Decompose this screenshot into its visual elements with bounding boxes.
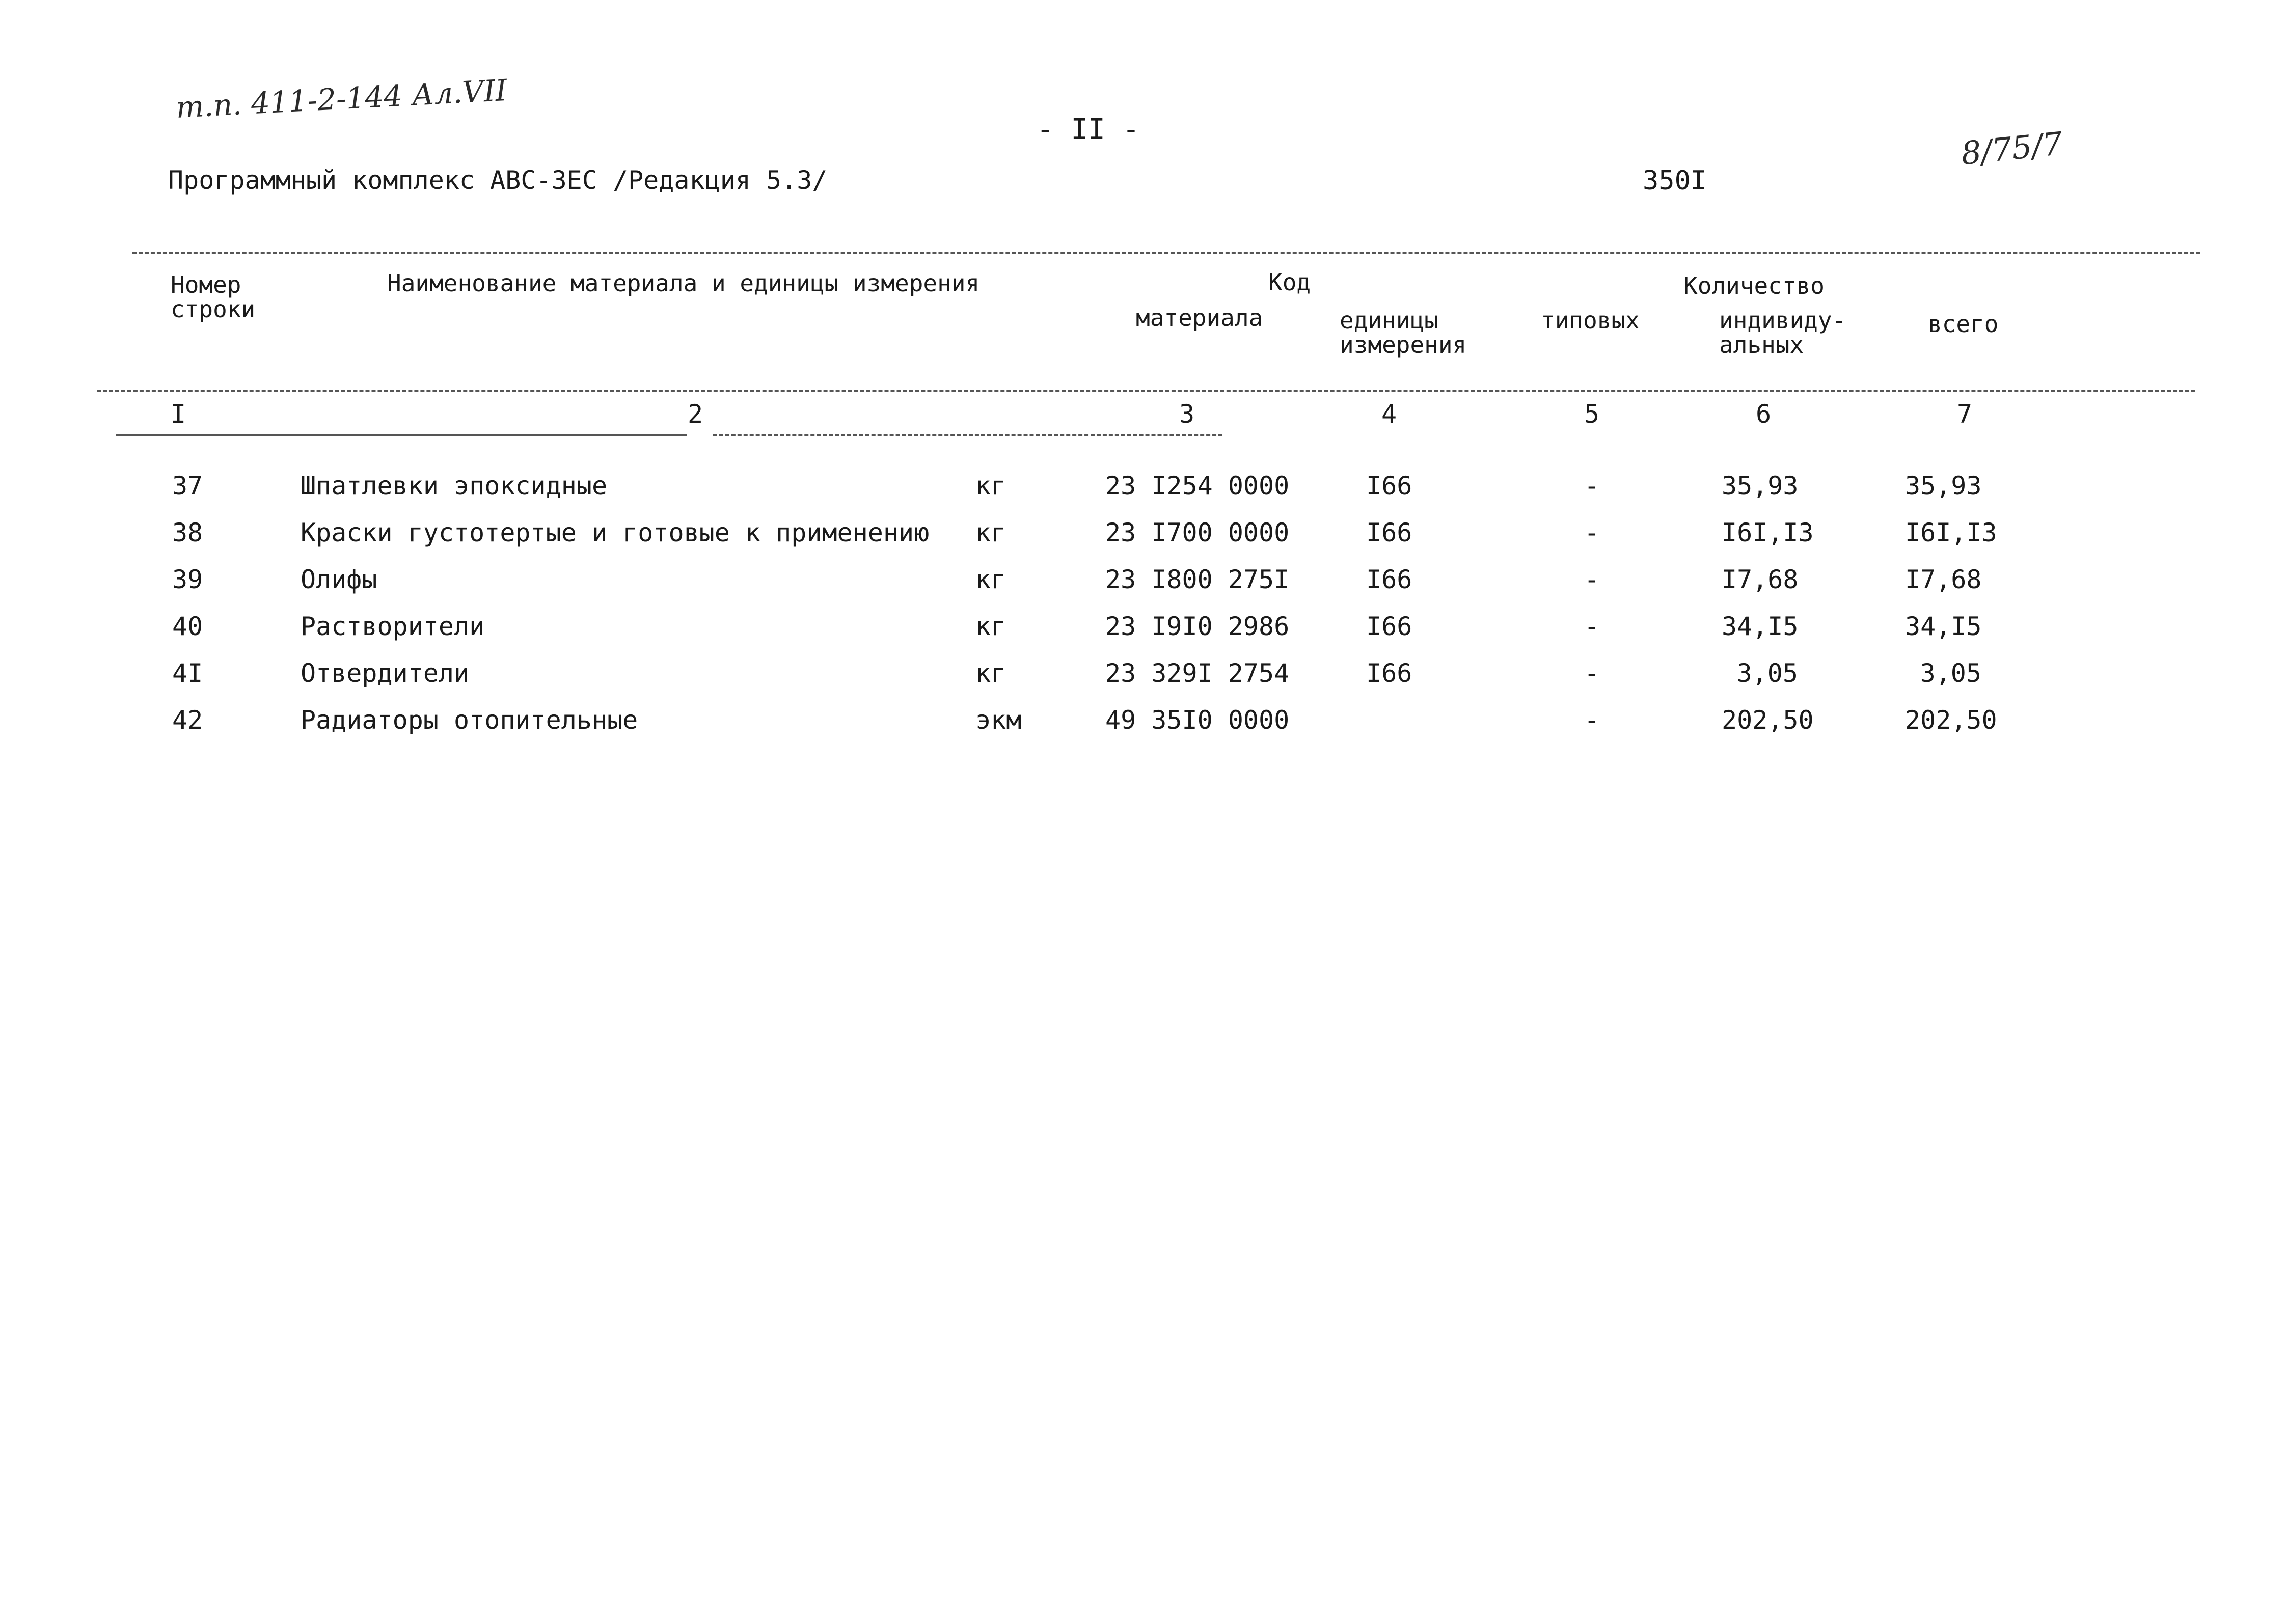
- header-typical: типовых: [1541, 307, 1640, 334]
- column-numbers-underline: [116, 434, 687, 436]
- row-number: 38: [172, 518, 203, 547]
- header-code-material: материала: [1136, 304, 1263, 332]
- header-quantity: Количество: [1683, 272, 1825, 299]
- row-number: 4I: [172, 658, 203, 688]
- header-total: всего: [1928, 310, 1999, 338]
- header-individual: индивиду- альных: [1719, 307, 1846, 359]
- total-quantity: 34,I5: [1905, 612, 1982, 641]
- table-row: 40 Растворители кг 23 I9I0 2986 I66 - 34,I5 34,I5: [172, 612, 1982, 641]
- column-number-1: I: [171, 399, 186, 429]
- material-name: Олифы: [301, 565, 377, 594]
- column-number-4: 4: [1381, 399, 1397, 429]
- material-code: 23 I800 275I: [1105, 565, 1290, 594]
- unit: кг: [975, 471, 1006, 501]
- individual-quantity: I6I,I3: [1722, 518, 1814, 547]
- unit-code: I66: [1366, 518, 1412, 547]
- table-row: 38 Краски густотертые и готовые к применению кг 23 I700 0000 I66 - I6I,I3 I6I,I3: [172, 518, 1997, 547]
- column-numbers-underline-dashed: [713, 434, 1222, 436]
- material-code: 23 I700 0000: [1105, 518, 1290, 547]
- table-row: 4I Отвердители кг 23 329I 2754 I66 - 3,05 3,05: [172, 658, 1981, 688]
- column-number-3: 3: [1179, 399, 1195, 429]
- unit-code: I66: [1366, 612, 1412, 641]
- unit-code: I66: [1366, 658, 1412, 688]
- sheet-number-handwritten: 8/75/7: [1959, 124, 2064, 173]
- program-title: Программный комплекс АВС-3ЕС /Редакция 5.3/: [168, 166, 828, 195]
- unit: кг: [975, 658, 1006, 688]
- material-code: 23 I9I0 2986: [1105, 612, 1290, 641]
- document-stamp-handwritten: т.п. 411-2-144 Ал.VII: [175, 73, 508, 125]
- unit-code: I66: [1366, 471, 1412, 501]
- material-name: Растворители: [301, 612, 485, 641]
- individual-quantity: 202,50: [1722, 705, 1814, 735]
- column-number-5: 5: [1584, 399, 1600, 429]
- material-code: 49 35I0 0000: [1105, 705, 1290, 735]
- table-row: 39 Олифы кг 23 I800 275I I66 - I7,68 I7,68: [172, 565, 1982, 594]
- material-name: Шпатлевки эпоксидные: [301, 471, 608, 501]
- unit: кг: [975, 565, 1006, 594]
- column-number-2: 2: [688, 399, 703, 429]
- total-quantity: I7,68: [1905, 565, 1982, 594]
- material-name: Радиаторы отопительные: [301, 705, 638, 735]
- header-row-number: Номер строки: [171, 271, 256, 323]
- material-code: 23 329I 2754: [1105, 658, 1290, 688]
- individual-quantity: 35,93: [1722, 471, 1799, 501]
- header-material-name: Наименование материала и единицы измерения: [387, 269, 980, 297]
- individual-quantity: 34,I5: [1722, 612, 1799, 641]
- row-number: 39: [172, 565, 203, 594]
- row-number: 42: [172, 705, 203, 735]
- document-code: 350I: [1643, 166, 1707, 196]
- row-number: 37: [172, 471, 203, 501]
- table-row: 37 Шпатлевки эпоксидные кг 23 I254 0000 I66 - 35,93 35,93: [172, 471, 1982, 501]
- table-row: 42 Радиаторы отопительные экм 49 35I0 0000 - 202,50 202,50: [172, 705, 1997, 735]
- material-name: Отвердители: [301, 658, 470, 688]
- individual-quantity: 3,05: [1736, 658, 1798, 688]
- header-top-rule: [132, 252, 2200, 254]
- header-code-unit: единицы измерения: [1340, 307, 1467, 359]
- page-number: - II -: [1037, 113, 1140, 146]
- header-bottom-rule: [97, 390, 2195, 392]
- unit: кг: [975, 612, 1006, 641]
- material-code: 23 I254 0000: [1105, 471, 1290, 501]
- header-code: Код: [1268, 268, 1311, 296]
- individual-quantity: I7,68: [1722, 565, 1799, 594]
- unit: экм: [975, 705, 1022, 735]
- total-quantity: 3,05: [1920, 658, 1981, 688]
- column-number-7: 7: [1957, 399, 1973, 429]
- row-number: 40: [172, 612, 203, 641]
- total-quantity: 202,50: [1905, 705, 1997, 735]
- column-number-6: 6: [1756, 399, 1772, 429]
- unit-code: I66: [1366, 565, 1412, 594]
- total-quantity: 35,93: [1905, 471, 1982, 501]
- material-name: Краски густотертые и готовые к применению: [301, 518, 930, 547]
- total-quantity: I6I,I3: [1905, 518, 1997, 547]
- unit: кг: [975, 518, 1006, 547]
